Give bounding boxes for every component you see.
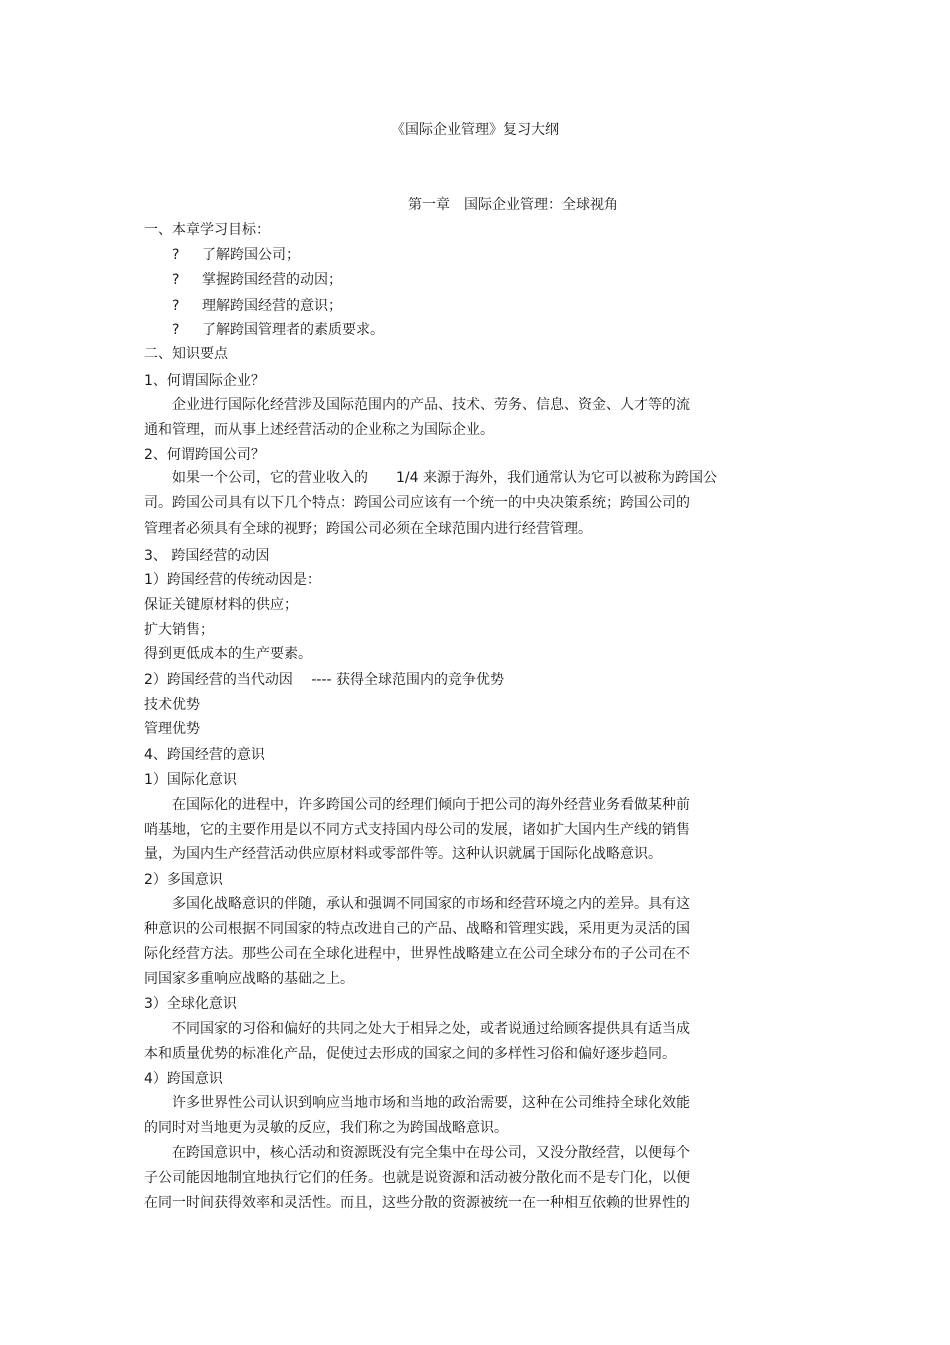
paragraph-line: 量，为国内生产经营活动供应原材料或零部件等。这种认识就属于国际化战略意识。 (144, 846, 662, 862)
paragraph-line: 如果一个公司，它的营业收入的 1/4 来源于海外，我们通常认为它可以被称为跨国公 (144, 470, 717, 486)
list-heading: 2）跨国经营的当代动因 ---- 获得全球范围内的竞争优势 (144, 672, 505, 688)
list-item: 得到更低成本的生产要素。 (144, 646, 312, 662)
paragraph-line: 际化经营方法。那些公司在全球化进程中，世界性战略建立在公司全球分布的子公司在不 (144, 946, 690, 962)
subsection-heading: 4、跨国经营的意识 (144, 747, 265, 763)
list-heading: 1）国际化意识 (144, 772, 237, 788)
document-title: 《国际企业管理》复习大纲 (391, 122, 559, 138)
objectives-heading: 一、本章学习目标： (144, 222, 270, 238)
bullet-marker: ? (172, 247, 180, 263)
bullet-marker: ? (172, 272, 180, 288)
paragraph-line: 子公司能因地制宜地执行它们的任务。也就是说资源和活动被分散化而不是专门化，以便 (144, 1170, 690, 1186)
paragraph-line: 在国际化的进程中，许多跨国公司的经理们倾向于把公司的海外经营业务看做某种前 (144, 797, 690, 813)
list-item: 保证关键原材料的供应； (144, 597, 298, 613)
chapter-title: 第一章 国际企业管理：全球视角 (408, 197, 618, 213)
paragraph-line: 在跨国意识中，核心活动和资源既没有完全集中在母公司，又没分散经营，以便每个 (144, 1145, 690, 1161)
list-heading: 2）多国意识 (144, 872, 223, 888)
objective-item (172, 246, 300, 264)
section-heading: 二、知识要点 (144, 346, 228, 362)
subsection-heading: 2、何谓跨国公司？ (144, 447, 265, 463)
paragraph-line: 企业进行国际化经营涉及国际范围内的产品、技术、劳务、信息、资金、人才等的流 (144, 397, 690, 413)
paragraph-line: 司。跨国公司具有以下几个特点：跨国公司应该有一个统一的中央决策系统；跨国公司的 (144, 495, 690, 511)
paragraph-line: 哨基地，它的主要作用是以不同方式支持国内母公司的发展，诸如扩大国内生产线的销售 (144, 822, 690, 838)
objective-text: 理解跨国经营的意识； (202, 298, 342, 314)
list-heading: 4）跨国意识 (144, 1071, 223, 1087)
subsection-heading: 3、 跨国经营的动因 (144, 548, 270, 564)
subsection-heading: 1、何谓国际企业？ (144, 373, 265, 389)
paragraph-line: 的同时对当地更为灵敏的反应，我们称之为跨国战略意识。 (144, 1120, 508, 1136)
paragraph-line: 种意识的公司根据不同国家的特点改进自己的产品、战略和管理实践，采用更为灵活的国 (144, 921, 690, 937)
objective-text: 了解跨国管理者的素质要求。 (202, 322, 384, 338)
bullet-marker: ? (172, 322, 180, 338)
paragraph-line: 管理者必须具有全球的视野；跨国公司必须在全球范围内进行经营管理。 (144, 521, 592, 537)
objective-item (172, 321, 384, 339)
list-item: 管理优势 (144, 721, 200, 737)
paragraph-line: 同国家多重响应战略的基础之上。 (144, 971, 354, 987)
list-item: 扩大销售； (144, 622, 214, 638)
bullet-marker: ? (172, 298, 180, 314)
paragraph-line: 多国化战略意识的伴随，承认和强调不同国家的市场和经营环境之内的差异。具有这 (144, 896, 690, 912)
paragraph-line: 通和管理，而从事上述经营活动的企业称之为国际企业。 (144, 422, 494, 438)
list-item: 技术优势 (144, 697, 200, 713)
paragraph-line: 在同一时间获得效率和灵活性。而且，这些分散的资源被统一在一种相互依赖的世界性的 (144, 1195, 690, 1211)
list-heading: 3）全球化意识 (144, 996, 237, 1012)
paragraph-line: 许多世界性公司认识到响应当地市场和当地的政治需要，这种在公司维持全球化效能 (144, 1095, 690, 1111)
objective-item (172, 271, 342, 289)
objective-text: 掌握跨国经营的动因； (202, 272, 342, 288)
paragraph-line: 不同国家的习俗和偏好的共同之处大于相异之处，或者说通过给顾客提供具有适当成 (144, 1021, 690, 1037)
paragraph-line: 本和质量优势的标准化产品，促使过去形成的国家之间的多样性习俗和偏好逐步趋同。 (144, 1046, 676, 1062)
objective-text: 了解跨国公司； (202, 247, 300, 263)
list-heading: 1）跨国经营的传统动因是： (144, 572, 321, 588)
objective-item (172, 297, 342, 315)
